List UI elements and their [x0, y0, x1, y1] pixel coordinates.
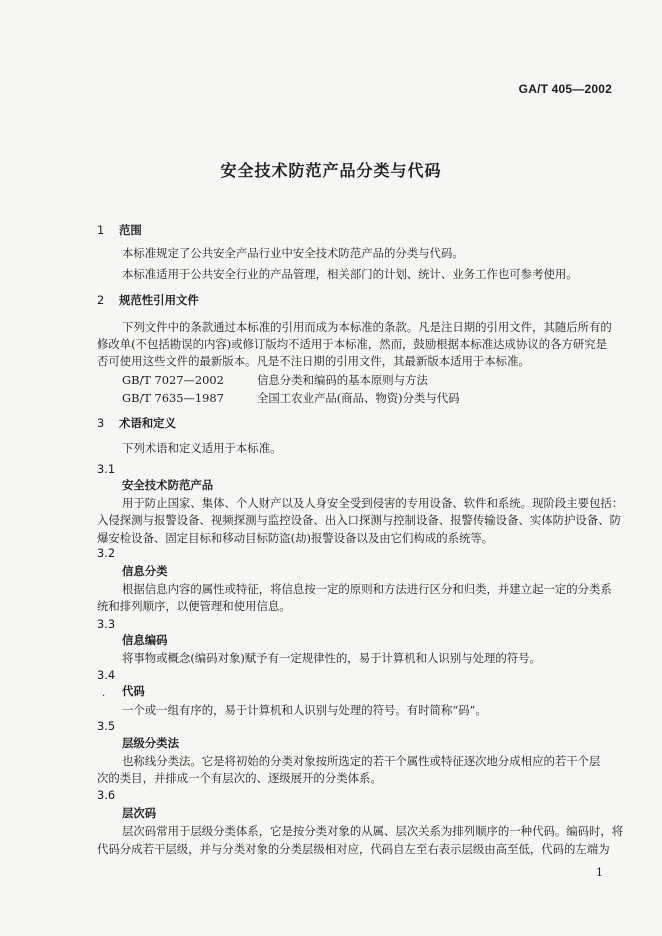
- term-title: 层次码: [122, 806, 157, 820]
- clause-number: 3.6: [97, 788, 116, 802]
- reference-item: [122, 373, 428, 388]
- section-title: 规范性引用文件: [119, 293, 199, 307]
- term-title: 代码: [122, 684, 145, 698]
- reference-code: GB/T 7635—1987: [122, 391, 224, 405]
- section-number: 2: [97, 293, 105, 307]
- paragraph-line: 下列术语和定义适用于本标准。: [122, 441, 282, 455]
- paragraph-line: 本标准规定了公共安全产品行业中安全技术防范产品的分类与代码。: [122, 246, 464, 260]
- page-number: 1: [596, 866, 603, 879]
- definition-line: 一个或一组有序的，易于计算机和人识别与处理的符号。有时简称“码”。: [122, 703, 487, 717]
- term-title: 信息分类: [122, 564, 168, 578]
- standard-number: GA/T 405—2002: [518, 82, 612, 96]
- definition-line: 也称线分类法。它是将初始的分类对象按所选定的若干个属性或特征逐次地分成相应的若干个层: [122, 754, 601, 768]
- definition-line: 次的类目，并排成一个有层次的、逐级展开的分类体系。: [97, 771, 382, 785]
- term-title: 层级分类法: [122, 736, 179, 750]
- definition-line: 入侵探测与报警设备、视频探测与监控设备、出入口探测与控制设备、报警传输设备、实体防护设备、防: [97, 513, 621, 527]
- clause-number: 3.2: [97, 546, 116, 560]
- section-1-heading: [97, 223, 142, 238]
- definition-line: 将事物或概念(编码对象)赋予有一定规律性的，易于计算机和人识别与处理的符号。: [122, 651, 541, 665]
- paragraph-line: 本标准适用于公共安全行业的产品管理，相关部门的计划、统计、业务工作也可参考使用。: [122, 267, 578, 281]
- definition-line: 用于防止国家、集体、个人财产以及人身安全受到侵害的专用设备、软件和系统。现阶段主要包括：: [122, 496, 624, 510]
- section-title: 范围: [119, 223, 142, 237]
- term-title: 信息编码: [122, 633, 168, 647]
- reference-item: [122, 391, 460, 406]
- paragraph-line: 否可使用这些文件的最新版本。凡是不注日期的引用文件，其最新版本适用于本标准。: [97, 354, 530, 368]
- clause-number: 3.3: [97, 617, 116, 631]
- section-title: 术语和定义: [119, 416, 176, 430]
- document-title: 安全技术防范产品分类与代码: [220, 161, 442, 180]
- reference-name: 全国工农业产品(商品、物资)分类与代码: [257, 391, 460, 405]
- reference-code: GB/T 7027—2002: [122, 373, 224, 387]
- scan-dot: .: [102, 688, 106, 699]
- section-3-heading: [97, 416, 176, 431]
- paragraph-line: 下列文件中的条款通过本标准的引用而成为本标准的条款。凡是注日期的引用文件，其随后所有的: [122, 320, 612, 334]
- clause-number: 3.1: [97, 462, 116, 476]
- definition-line: 爆安检设备、固定目标和移动目标防盗(劫)报警设备以及由它们构成的系统等。: [97, 531, 494, 545]
- definition-line: 统和排列顺序，以便管理和使用信息。: [97, 599, 291, 613]
- paragraph-line: 修改单(不包括勘误的内容)或修订版均不适用于本标准，然而，鼓励根据本标准达成协议的各方研究是: [97, 337, 608, 351]
- definition-line: 根据信息内容的属性或特征，将信息按一定的原则和方法进行区分和归类，并建立起一定的分类系: [122, 582, 612, 596]
- clause-number: 3.4: [97, 668, 116, 682]
- clause-number: 3.5: [97, 719, 116, 733]
- definition-line: 层次码常用于层级分类体系，它是按分类对象的从属、层次关系为排列顺序的一种代码。编码时，将: [122, 824, 624, 838]
- section-2-heading: [97, 293, 199, 308]
- term-title: 安全技术防范产品: [122, 478, 214, 492]
- section-number: 1: [97, 223, 105, 237]
- section-number: 3: [97, 416, 105, 430]
- definition-line: 代码分成若干层级，并与分类对象的分类层级相对应，代码自左至右表示层级由高至低，代码的左端为: [97, 842, 610, 856]
- reference-name: 信息分类和编码的基本原则与方法: [257, 373, 428, 387]
